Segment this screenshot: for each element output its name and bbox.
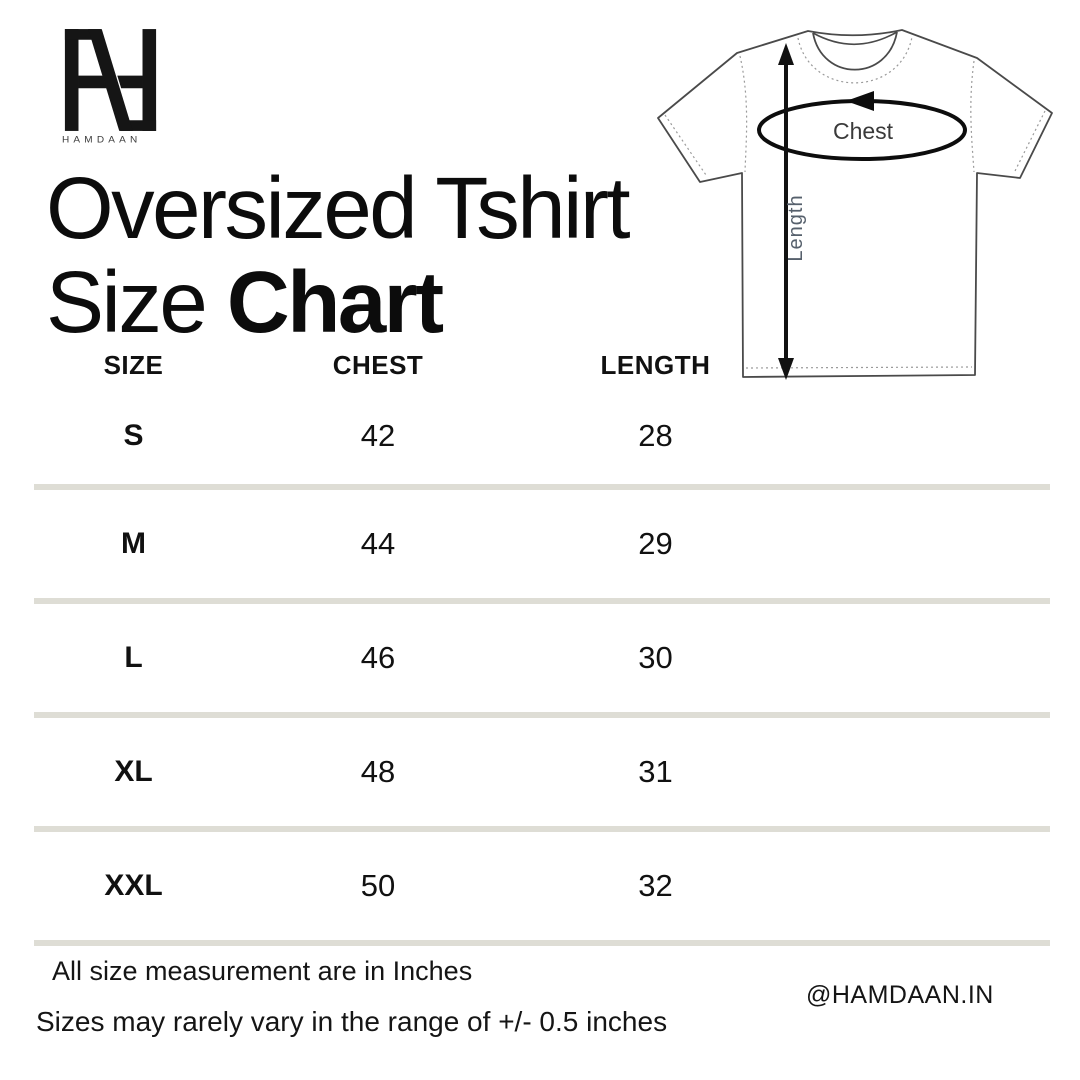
length-cell: 31 <box>638 754 673 789</box>
table-header-row <box>34 342 1050 388</box>
row-divider <box>34 940 1050 946</box>
chest-label: Chest <box>832 118 894 144</box>
length-cell: 29 <box>638 526 673 561</box>
tolerance-note: Sizes may rarely vary in the range of +/- 0.5 inches <box>36 1006 668 1037</box>
brand-handle: @HAMDAAN.IN <box>806 981 994 1009</box>
size-cell: M <box>121 527 146 560</box>
length-cell: 28 <box>638 418 673 453</box>
brand-logo <box>62 28 160 146</box>
page-title-line1: Oversized Tshirt <box>46 160 629 257</box>
chest-cell: 50 <box>360 868 396 903</box>
brand-monogram-icon <box>62 28 159 132</box>
size-cell: L <box>124 641 143 674</box>
units-note: All size measurement are in Inches <box>52 956 473 986</box>
table-row <box>34 388 1050 484</box>
table-row <box>34 718 1050 826</box>
table-row <box>34 490 1050 598</box>
tshirt-diagram <box>650 20 1060 390</box>
size-chart-table <box>34 342 1050 946</box>
header-chest: CHEST <box>332 349 424 380</box>
chest-cell: 42 <box>360 418 396 453</box>
table-row <box>34 832 1050 940</box>
length-label: Length <box>785 194 807 262</box>
size-cell: XXL <box>104 869 163 902</box>
length-cell: 32 <box>638 868 673 903</box>
tshirt-body <box>658 30 1052 377</box>
chest-cell: 46 <box>360 640 396 675</box>
page-title-line2: Size Chart <box>46 254 442 351</box>
table-row <box>34 604 1050 712</box>
brand-wordmark: HAMDAAN <box>62 135 142 146</box>
header-length: LENGTH <box>600 349 711 380</box>
size-cell: S <box>123 419 144 452</box>
length-cell: 30 <box>638 640 673 675</box>
chest-cell: 44 <box>360 526 396 561</box>
header-size: SIZE <box>103 349 164 380</box>
page-title <box>46 162 628 350</box>
size-cell: XL <box>114 755 153 788</box>
chest-cell: 48 <box>360 754 396 789</box>
